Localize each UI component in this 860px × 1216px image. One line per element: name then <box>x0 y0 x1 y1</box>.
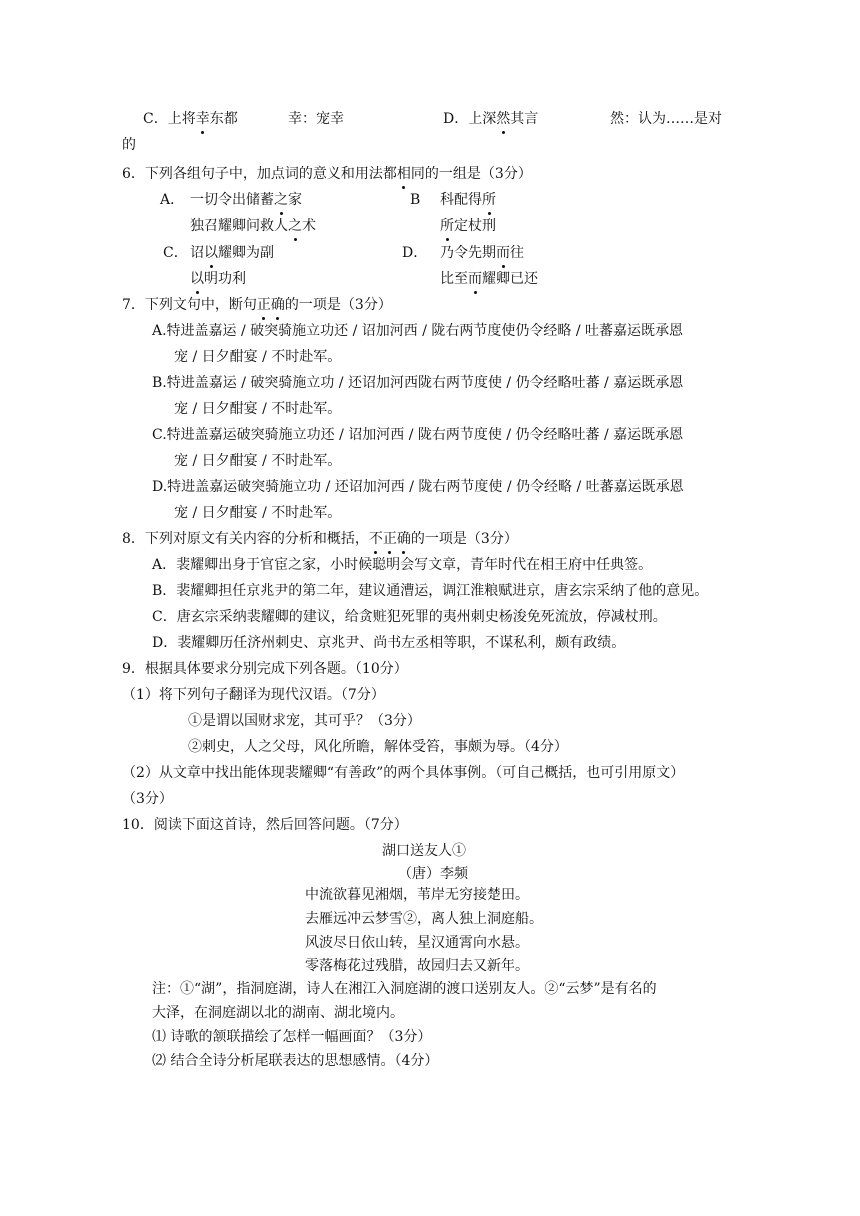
dotted-char: 所 <box>440 218 454 234</box>
q6-b2-post: 定杖刑 <box>454 218 496 234</box>
poem-line-1: 中流欲暮见湘烟，苇岸无穷接楚田。 <box>305 887 529 903</box>
wrap-text: 的 <box>122 137 136 153</box>
q6-c2-post: 明功利 <box>204 271 246 287</box>
q6-b2 <box>440 216 496 236</box>
dotted-char: 以 <box>204 245 218 261</box>
q6-stem-b: 同的一组是（3分） <box>410 166 532 182</box>
q10-question-2: ⑵ 结合全诗分析尾联表达的思想感情。（4分） <box>152 1053 439 1069</box>
option-c-text: C．上将幸东都 <box>143 111 238 127</box>
q6-d2-post: 耀卿已还 <box>482 271 538 287</box>
q6-c2 <box>190 269 246 289</box>
q6-d1-pre: 乃令先期 <box>440 245 496 261</box>
q7-option-c-line2: 宠 / 日夕酣宴 / 不时赴军。 <box>174 453 342 469</box>
option-d-gloss: 然：认为……是对 <box>610 111 722 127</box>
poem-line-4: 零落梅花过残腊，故园归去又新年。 <box>305 958 529 974</box>
q7-option-a-line1: A.特进盖嘉运 / 破突骑施立功还 / 诏加河西 / 陇右两节度使仍令经略 / 吐蕃嘉运既承恩 <box>152 323 684 339</box>
q6-c1-post: 耀卿为副 <box>218 245 274 261</box>
q7-option-d-line1: D.特进盖嘉运破突骑施立功 / 还诏加河西 / 陇右两节度使 / 仍令经略 / 吐蕃嘉运既承恩 <box>152 479 684 495</box>
q6-d2 <box>440 269 538 289</box>
q10-question-1: ⑴ 诗歌的颔联描绘了怎样一幅画面？（3分） <box>152 1029 432 1045</box>
dotted-char: 以 <box>190 271 204 287</box>
option-d: D．上深然其言 <box>443 111 539 127</box>
q6-a1-pre: 一切令出储蓄 <box>190 192 274 208</box>
dotted-char: 确 <box>270 297 285 313</box>
q8-option-a: A．裴耀卿出身于官宦之家，小时候聪明会写文章，青年时代在相王府中任典签。 <box>152 557 653 573</box>
q6-a2-pre: 独召耀卿问救人 <box>190 218 288 234</box>
q6-a1 <box>190 190 302 210</box>
q7-option-b-line1: B.特进盖嘉运 / 破突骑施立功 / 还诏加河西陇右两节度使 / 仍令经略吐蕃 / 嘉运既承恩 <box>152 375 684 391</box>
q6-d2-pre: 比至 <box>440 271 468 287</box>
option-c-gloss: 幸：宠幸 <box>288 111 344 127</box>
dotted-char: 然 <box>496 111 511 127</box>
q9-part2: （2）从文章中找出能体现裴耀卿“有善政”的两个具体事例。（可自己概括，也可引用原文） <box>122 765 685 781</box>
q6-stem-a: 6．下列各组句子中，加点词的意义和用法都 <box>122 166 397 182</box>
q6-d1-post: 往 <box>510 245 524 261</box>
q6-c1-pre: 诏 <box>190 245 204 261</box>
q9-sentence2: ②刺史，人之父母，风化所瞻，解体受笞，事颇为辱。（4分） <box>188 739 568 755</box>
q8-option-b: B．裴耀卿担任京兆尹的第二年，建议通漕运，调江淮粮赋进京，唐玄宗采纳了他的意见。 <box>152 583 709 599</box>
q8-stem-a: 8．下列对原文有关内容的分析和概括， <box>122 531 369 547</box>
poem-author: （唐）李频 <box>398 866 468 882</box>
q7-option-c-line1: C.特进盖嘉运破突骑施立功还 / 诏加河西 / 陇右两节度使 / 仍令经略吐蕃 / 嘉运既承恩 <box>152 427 684 443</box>
q6-stem <box>122 164 532 184</box>
q7-stem <box>122 295 392 315</box>
q9-stem: 9．根据具体要求分别完成下列各题。（10分） <box>122 661 408 677</box>
q6-b-label: B <box>410 192 421 208</box>
q8-option-d: D．裴耀卿历任济州刺史、京兆尹、尚书左丞相等职，不谋私利，颇有政绩。 <box>152 635 626 651</box>
poem-line-3: 风波尽日依山转，星汉通霄向水悬。 <box>305 935 529 951</box>
q7-option-b-line2: 宠 / 日夕酣宴 / 不时赴军。 <box>174 401 342 417</box>
q7-stem-a: 7．下列文句中，断句 <box>122 297 257 313</box>
q6-d-label: D． <box>402 245 428 261</box>
dotted-char: 之 <box>274 192 288 208</box>
dotted-char: 之 <box>288 218 302 234</box>
q7-stem-b: 的一项是（3分） <box>284 297 392 313</box>
dotted-char: 所 <box>482 192 496 208</box>
dotted-char: 幸 <box>195 111 210 127</box>
q6-a1-post: 家 <box>288 192 302 208</box>
q6-b1 <box>440 190 496 210</box>
dotted-char: 而 <box>468 271 482 287</box>
q10-stem: 10．阅读下面这首诗，然后回答问题。（7分） <box>122 817 408 833</box>
q8-stem-b: 的一项是（3分） <box>410 531 518 547</box>
q8-option-c: C．唐玄宗采纳裴耀卿的建议，给贪赃犯死罪的夷州刺史杨浚免死流放，停减杖刑。 <box>152 609 667 625</box>
dotted-char: 正 <box>382 531 397 547</box>
dotted-char: 不 <box>368 531 383 547</box>
q7-option-a-line2: 宠 / 日夕酣宴 / 不时赴军。 <box>174 349 342 365</box>
q7-option-d-line2: 宠 / 日夕酣宴 / 不时赴军。 <box>174 505 342 521</box>
q9-part2-score: （3分） <box>122 791 173 807</box>
poem-title: 湖口送友人① <box>382 843 466 859</box>
q6-a-label: A． <box>160 192 185 208</box>
q9-part1: （1）将下列句子翻译为现代汉语。（7分） <box>122 687 385 703</box>
q6-c1 <box>190 243 274 263</box>
q6-c-label: C． <box>163 245 188 261</box>
poem-line-2: 去雁远冲云梦雪②，离人独上洞庭船。 <box>305 911 543 927</box>
q8-stem <box>122 529 518 549</box>
dotted-char: 相 <box>396 166 411 182</box>
q6-b1-pre: 科配得 <box>440 192 482 208</box>
poem-note-line1: 注：①“湖”，指洞庭湖，诗人在湘江入洞庭湖的渡口送别友人。②“云梦”是有名的 <box>152 981 657 997</box>
dotted-char: 而 <box>496 245 510 261</box>
option-c <box>143 109 238 129</box>
q6-a2 <box>190 216 316 236</box>
poem-note-line2: 大泽，在洞庭湖以北的湖南、湖北境内。 <box>152 1005 404 1021</box>
dotted-char: 正 <box>256 297 271 313</box>
q6-d1 <box>440 243 524 263</box>
q9-sentence1: ①是谓以国财求宠，其可乎？（3分） <box>188 713 421 729</box>
q6-a2-post: 术 <box>302 218 316 234</box>
dotted-char: 确 <box>396 531 411 547</box>
